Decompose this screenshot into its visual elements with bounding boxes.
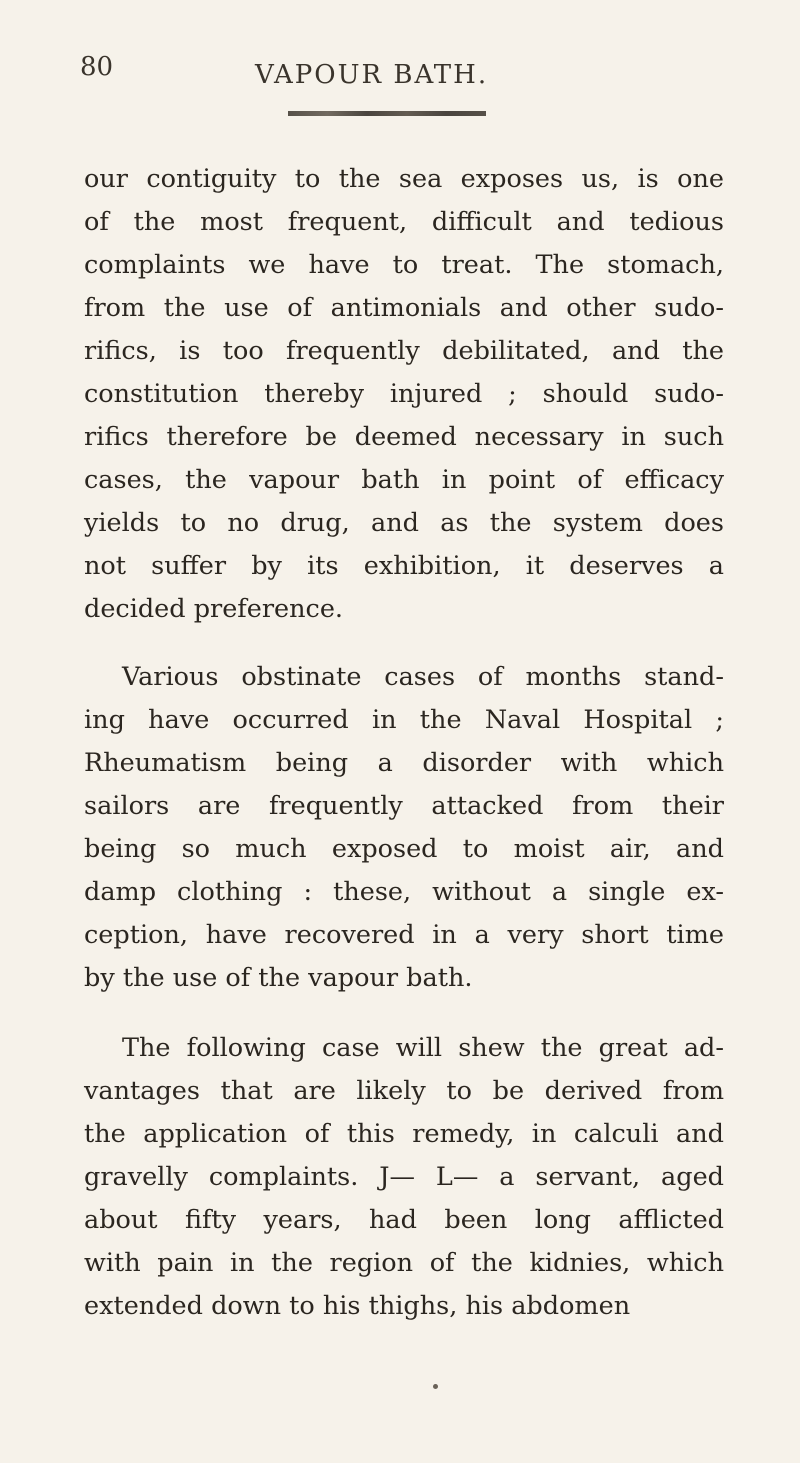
text-line: of the most frequent, difficult and tedious bbox=[84, 207, 724, 237]
text-line: yields to no drug, and as the system does bbox=[84, 508, 724, 538]
text-line: not suffer by its exhibition, it deserves a bbox=[84, 551, 724, 581]
text-line: being so much exposed to moist air, and bbox=[84, 834, 724, 864]
text-line: gravelly complaints. J— L— a servant, aged bbox=[84, 1162, 724, 1192]
text-line: constitution thereby injured ; should sudo- bbox=[84, 379, 724, 409]
text-line: by the use of the vapour bath. bbox=[84, 963, 473, 993]
text-line: the application of this remedy, in calculi and bbox=[84, 1119, 724, 1149]
text-line: sailors are frequently attacked from their bbox=[84, 791, 724, 821]
running-head: VAPOUR BATH. bbox=[255, 60, 489, 90]
paragraph-3 bbox=[84, 1027, 724, 1328]
paragraph-1 bbox=[84, 158, 724, 631]
text-line: The following case will shew the great ad- bbox=[122, 1033, 724, 1063]
text-line: Various obstinate cases of months stand- bbox=[122, 662, 724, 692]
text-line: our contiguity to the sea exposes us, is one bbox=[84, 164, 724, 194]
text-line: ing have occurred in the Naval Hospital ; bbox=[84, 705, 724, 735]
text-line: complaints we have to treat. The stomach, bbox=[84, 250, 724, 280]
text-line: ception, have recovered in a very short time bbox=[84, 920, 724, 950]
text-line: rifics, is too frequently debilitated, and the bbox=[84, 336, 724, 366]
text-line: extended down to his thighs, his abdomen bbox=[84, 1291, 631, 1321]
text-line: rifics therefore be deemed necessary in such bbox=[84, 422, 724, 452]
text-line: damp clothing : these, without a single ex- bbox=[84, 877, 724, 907]
text-line: about fifty years, had been long afflicted bbox=[84, 1205, 724, 1235]
text-line: decided preference. bbox=[84, 594, 344, 624]
text-line: with pain in the region of the kidnies, which bbox=[84, 1248, 724, 1278]
ink-dot bbox=[433, 1384, 438, 1389]
text-line: Rheumatism being a disorder with which bbox=[84, 748, 724, 778]
text-line: from the use of antimonials and other sudo- bbox=[84, 293, 724, 323]
page-number: 80 bbox=[80, 52, 114, 82]
paragraph-2 bbox=[84, 656, 724, 1000]
header-rule bbox=[288, 111, 486, 116]
text-line: cases, the vapour bath in point of efficacy bbox=[84, 465, 724, 495]
text-line: vantages that are likely to be derived from bbox=[84, 1076, 724, 1106]
